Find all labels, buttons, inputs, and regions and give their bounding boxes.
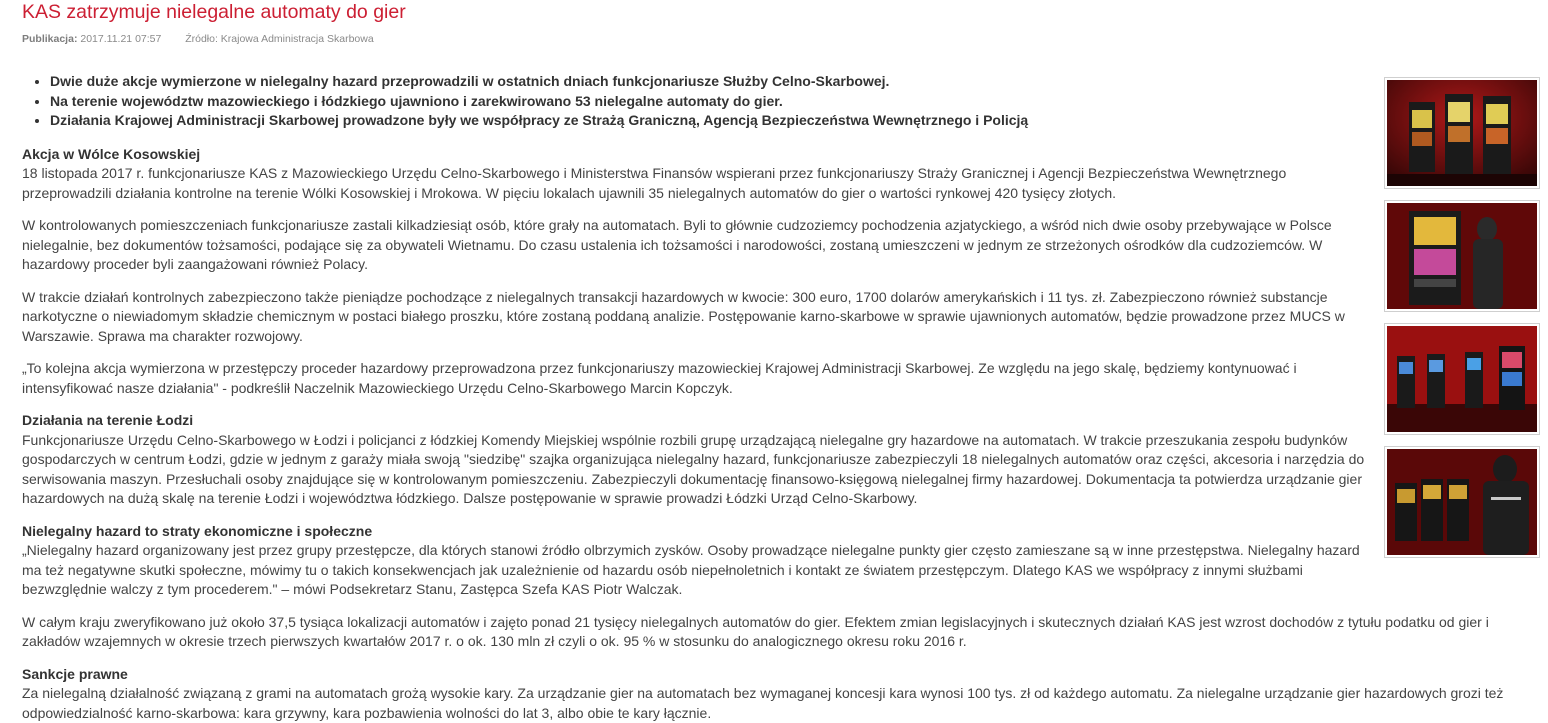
- article-meta: [22, 32, 1532, 46]
- section-paragraph: Za nielegalną działalność związaną z grami na automatach grożą wysokie kary. Za urządzanie gier na automatach bez wymaganej koncesji kara wynosi 100 tys. zł od każdego automatu. Za nielegalne urządzanie gier hazardowych grozi też odpowiedzialność karno-skarbowa: kara grzywny, kara pozbawienia wolności do lat 3, albo obie te kary łącznie.: [22, 684, 1522, 723]
- lead-bullet: • Działania Krajowej Administracji Skarbowej prowadzone były we współpracy ze Strażą Graniczną, Agencją Bezpieczeństwa Wewnętrznego i Policją: [50, 111, 1370, 131]
- section-quote: „To kolejna akcja wymierzona w przestępczy proceder hazardowy przeprowadzona przez funkcjonariuszy mazowieckiej Krajowej Administracji Skarbowej. Ze względu na jego skalę, będziemy kontynuować i intensyfikować nasze działania" - podkreślił Naczelnik Mazowieckiego Urzędu Celno-Skarbowego Marcin Kopczyk.: [22, 359, 1367, 398]
- section-heading: Akcja w Wólce Kosowskiej: [22, 145, 1367, 165]
- officer-kas-slot-machines-photo: [1387, 449, 1537, 555]
- section-heading: Sankcje prawne: [22, 665, 1522, 685]
- section-heading: Nielegalny hazard to straty ekonomiczne i społeczne: [22, 522, 1367, 542]
- section-quote: „Nielegalny hazard organizowany jest przez grupy przestępcze, dla których stanowi źródło olbrzymich zysków. Osoby prowadzące nielegalne punkty gier często zamieszane są w inne przestępstwa. Nielegalny hazard ma też negatywne skutki społeczne, mówimy tu o takich konsekwencjach jak uzależnienie od hazardu osób niepełnoletnich i kontakt ze światem przestępczym. Dlatego KAS we współpracy z innymi służbami bezwzględnie walczy z tym procederem." – mówi Podsekretarz Stanu, Zastępca Szefa KAS Piotr Walczak.: [22, 541, 1367, 600]
- lead-bullet: • Na terenie województw mazowieckiego i łódzkiego ujawniono i zarekwirowano 53 nielegalne automaty do gier.: [50, 92, 1370, 112]
- section-paragraph-block: [22, 359, 1367, 398]
- slot-machines-room-photo: [1387, 326, 1537, 432]
- section-paragraph: W całym kraju zweryfikowano już około 37,5 tysiąca lokalizacji automatów i zajęto ponad 21 tysięcy nielegalnych automatów do gier. Efektem zmian legislacyjnych i skutecznych działań KAS jest wzrost dochodów z tytułu podatku od gier i zakładów wzajemnych w okresie trzech pierwszych kwartałów 2017 r. o ok. 130 mln zł czyli o ok. 95 % w stosunku do analogicznego okresu roku 2016 r.: [22, 613, 1522, 652]
- lead-bullets: [22, 72, 1370, 131]
- section-heading: Działania na terenie Łodzi: [22, 411, 1367, 431]
- section-paragraph-block: [22, 613, 1522, 652]
- section-sanctions: [22, 665, 1522, 723]
- slot-machines-photo: [1387, 80, 1537, 186]
- source-name: Krajowa Administracja Skarbowa: [221, 33, 374, 45]
- article: [22, 0, 1532, 723]
- section-paragraph-block: [22, 216, 1367, 275]
- section-paragraph: 18 listopada 2017 r. funkcjonariusze KAS z Mazowieckiego Urzędu Celno-Skarbowego i Ministerstwa Finansów wspierani przez funkcjonariuszy Straży Granicznej i Agencji Bezpieczeństwa Wewnętrznego przeprowadzili działania kontrolne na terenie Wólki Kosowskiej i Mrokowa. W pięciu lokalach ujawnili 35 nielegalnych automatów do gier o wartości rynkowej 420 tysięcy złotych.: [22, 164, 1367, 203]
- publication-date: 2017.11.21 07:57: [80, 33, 161, 45]
- photo-thumbnail[interactable]: [1384, 77, 1540, 189]
- section-paragraph: W kontrolowanych pomieszczeniach funkcjonariusze zastali kilkadziesiąt osób, które grały na automatach. Byli to głównie cudzoziemcy pochodzenia azjatyckiego, a wśród nich dwie osoby przebywające w Polsce nielegalnie, bez dokumentów tożsamości, podające się za obywateli Wietnamu. Do czasu ustalenia ich tożsamości i narodowości, zostaną umieszczeni w jednym ze strzeżonych ośrodków dla cudzoziemców. W hazardowy proceder byli zaangażowani również Polacy.: [22, 216, 1367, 275]
- article-title: KAS zatrzymuje nielegalne automaty do gier: [22, 0, 1532, 23]
- photo-thumbnail[interactable]: [1384, 446, 1540, 558]
- publication-label: Publikacja:: [22, 33, 77, 45]
- section-losses: [22, 522, 1367, 600]
- photo-thumbnail[interactable]: [1384, 200, 1540, 312]
- section-paragraph-block: [22, 288, 1367, 347]
- source-label: Źródło:: [185, 33, 218, 45]
- section-wolka: [22, 145, 1367, 204]
- officer-slot-machine-photo: [1387, 203, 1537, 309]
- section-paragraph: Funkcjonariusze Urzędu Celno-Skarbowego w Łodzi i policjanci z łódzkiej Komendy Miejskiej wspólnie rozbili grupę urządzającą nielegalne gry hazardowe na automatach. W trakcie przeszukania zespołu budynków gospodarczych w centrum Łodzi, gdzie w jednym z garaży miała swoją "siedzibę" szajka organizująca nielegalny hazard, funkcjonariusze zabezpieczyli 18 nielegalnych automatów oraz części, akcesoria i narzędzia do serwisowania maszyn. Przesłuchali osoby znajdujące się w kontrolowanym pomieszczeniu. Zabezpieczyli dokumentację finansowo-księgową nielegalnej firmy hazardowej. Dokumentacja ta potwierdza urządzanie gier hazardowych na dużą skalę na terenie Łodzi i województwa łódzkiego. Dalsze postępowanie w sprawie prowadzi Łódzki Urząd Celno-Skarbowy.: [22, 431, 1367, 509]
- lead-bullet: • Dwie duże akcje wymierzone w nielegalny hazard przeprowadzili w ostatnich dniach funkcjonariusze Służby Celno-Skarbowej.: [50, 72, 1370, 92]
- section-lodz: [22, 411, 1367, 509]
- section-paragraph: W trakcie działań kontrolnych zabezpieczono także pieniądze pochodzące z nielegalnych transakcji hazardowych w kwocie: 300 euro, 1700 dolarów amerykańskich i 11 tys. zł. Zabezpieczono również substancje narkotyczne o niewiadomym składzie chemicznym w postaci białego proszku, które zostaną poddaną analizie. Postępowanie karno-skarbowe w sprawie ujawnionych automatów, będzie prowadzone przez MUCS w Warszawie. Sprawa ma charakter rozwojowy.: [22, 288, 1367, 347]
- photo-column: [1384, 77, 1540, 569]
- photo-thumbnail[interactable]: [1384, 323, 1540, 435]
